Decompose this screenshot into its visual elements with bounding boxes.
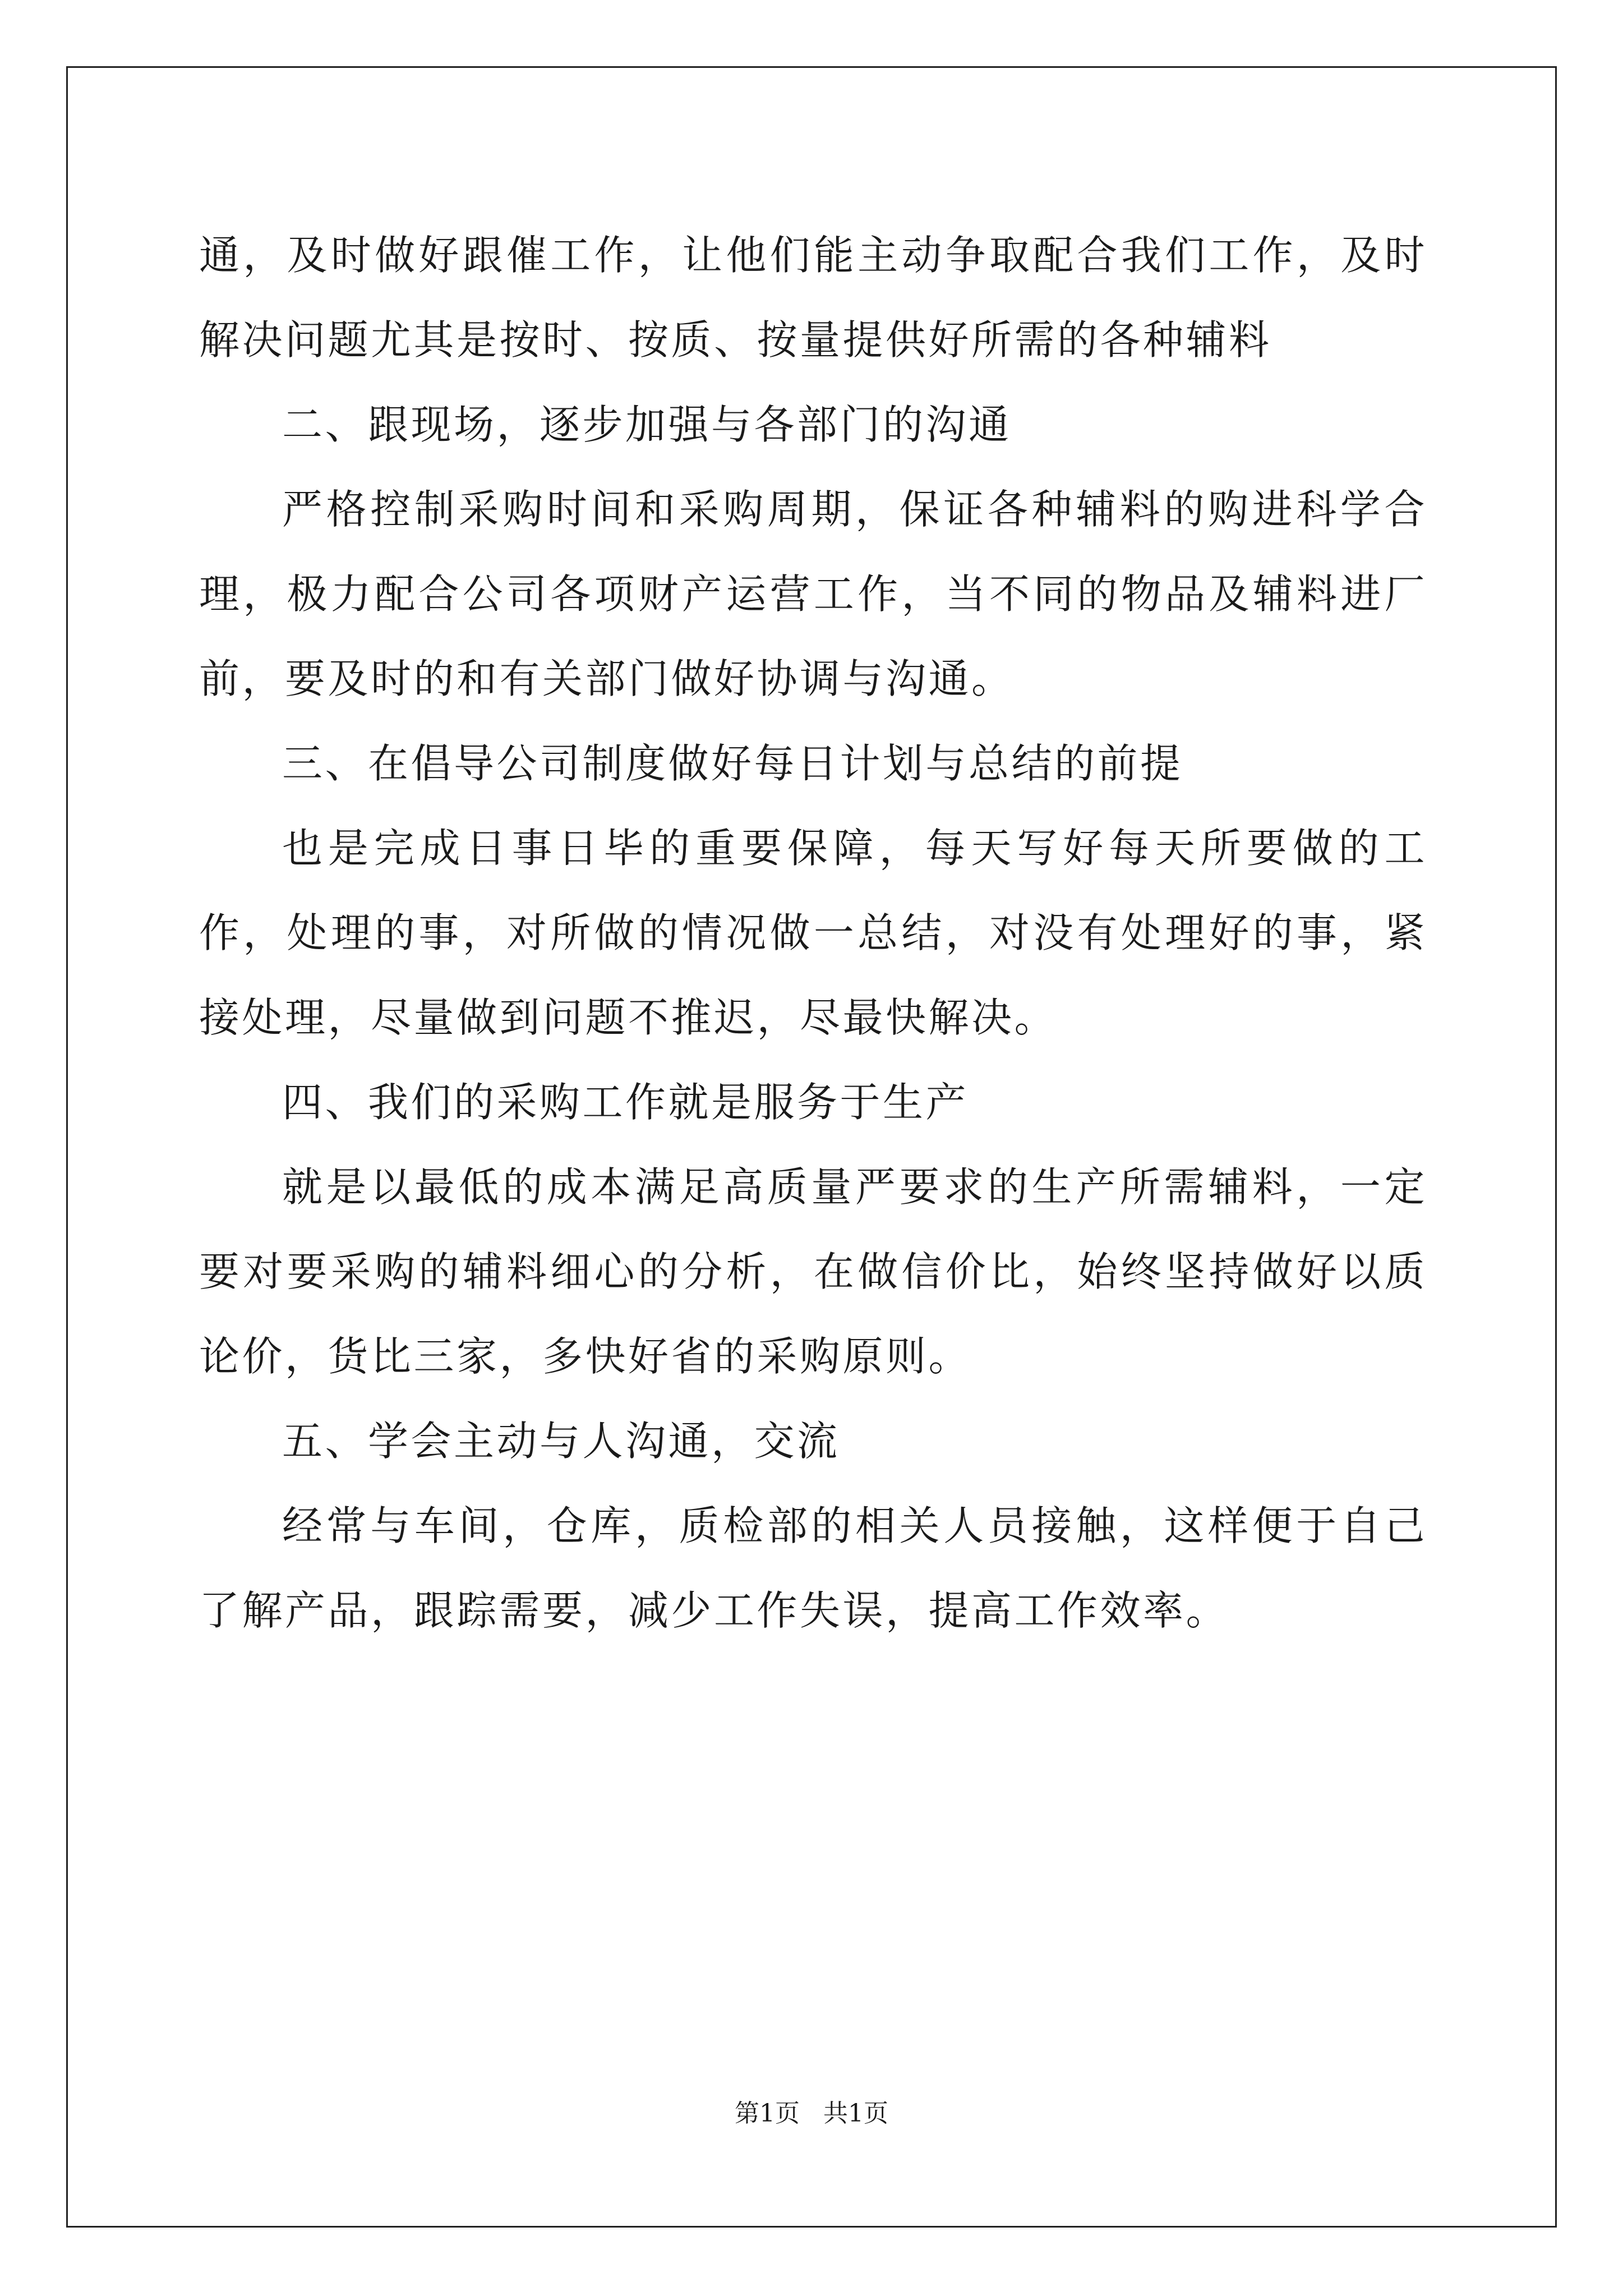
paragraph-section-4: 就是以最低的成本满足高质量严要求的生产所需辅料，一定要对要采购的辅料细心的分析，在做信价比，始终坚持做好以质论价，货比三家，多快好省的采购原则。 bbox=[199, 1163, 1427, 1380]
paragraph-section-5: 经常与车间，仓库，质检部的相关人员接触，这样便于自己了解产品，跟踪需要，减少工作失误，提高工作效率。 bbox=[199, 1502, 1427, 1634]
paragraph-section-3: 也是完成日事日毕的重要保障，每天写好每天所要做的工作，处理的事，对所做的情况做一总结，对没有处理好的事，紧接处理，尽量做到问题不推迟，尽最快解决。 bbox=[199, 825, 1427, 1041]
page-footer: 第1页 共1页 bbox=[735, 2099, 888, 2128]
section-heading-3: 三、在倡导公司制度做好每日计划与总结的前提 bbox=[282, 740, 1183, 787]
paragraph-section-2: 严格控制采购时间和采购周期，保证各种辅料的购进科学合理，极力配合公司各项财产运营工作，当不同的物品及辅料进厂前，要及时的和有关部门做好协调与沟通。 bbox=[199, 486, 1427, 702]
section-heading-2: 二、跟现场，逐步加强与各部门的沟通 bbox=[282, 401, 1012, 448]
paragraph-continuation: 通，及时做好跟催工作，让他们能主动争取配合我们工作，及时解决问题尤其是按时、按质、按量提供好所需的各种辅料 bbox=[199, 232, 1427, 364]
section-heading-4: 四、我们的采购工作就是服务于生产 bbox=[282, 1079, 969, 1126]
section-heading-5: 五、学会主动与人沟通，交流 bbox=[282, 1418, 840, 1465]
document-body bbox=[199, 213, 1427, 1653]
